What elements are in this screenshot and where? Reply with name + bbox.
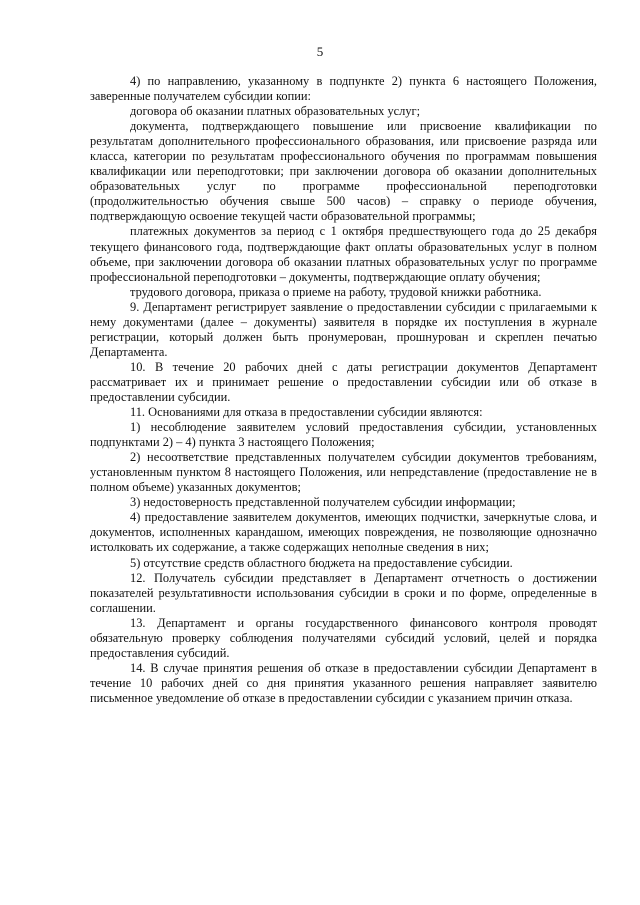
- paragraph-payment-documents: платежных документов за период с 1 октября предшествующего года до 25 декабря текущего финансового года, подтверждающие факт оплаты образовательных услуг в полном объеме, при заключении договора об оказании платных образовательных услуг по программе профессиональной переподготовки – документы, подтверждающие оплату обучения;: [90, 224, 597, 284]
- paragraph-clause-14: 14. В случае принятия решения об отказе в предоставлении субсидии Департамент в течение 10 рабочих дней со дня принятия указанного решения направляет заявителю письменное уведомление об отказе в предоставлении субсидии с указанием причин отказа.: [90, 660, 597, 705]
- paragraph-employment-contract: трудового договора, приказа о приеме на работу, трудовой книжки работника.: [130, 284, 542, 299]
- paragraph-clause-11: 11. Основаниями для отказа в предоставлении субсидии являются:: [130, 405, 483, 420]
- paragraph-refusal-5: 5) отсутствие средств областного бюджета на предоставление субсидии.: [130, 555, 513, 570]
- paragraph-clause-13: 13. Департамент и органы государственного финансового контроля проводят обязательную проверку соблюдения получателями субсидий условий, целей и порядка предоставления субсидий.: [90, 615, 597, 660]
- paragraph-clause-9: 9. Департамент регистрирует заявление о предоставлении субсидии с прилагаемыми к нему документами (далее – документы) заявителя в порядке их поступления в журнале регистрации, который должен быть пронумерован, прошнурован и скреплен печатью Департамента.: [90, 299, 597, 359]
- paragraph-refusal-2: 2) несоответствие представленных получателем субсидии документов требованиям, установленным пунктом 8 настоящего Положения, или непредставление (предоставление не в полном объеме) указанных документов;: [90, 450, 597, 495]
- paragraph-item-4: 4) по направлению, указанному в подпункте 2) пункта 6 настоящего Положения, заверенные получателем субсидии копии:: [90, 74, 597, 104]
- paragraph-refusal-3: 3) недостоверность представленной получателем субсидии информации;: [130, 495, 516, 510]
- paragraph-refusal-1: 1) несоблюдение заявителем условий предоставления субсидии, установленных подпунктами 2) – 4) пункта 3 настоящего Положения;: [90, 420, 597, 450]
- paragraph-clause-12: 12. Получатель субсидии представляет в Департамент отчетность о достижении показателей результативности использования субсидии в сроки и по форме, определенные в соглашении.: [90, 570, 597, 615]
- paragraph-clause-10: 10. В течение 20 рабочих дней с даты регистрации документов Департамент рассматривает их и принимает решение о предоставлении субсидии или об отказе в предоставлении субсидии.: [90, 359, 597, 404]
- paragraph-contract: договора об оказании платных образовательных услуг;: [130, 104, 421, 119]
- page-number: 5: [316, 44, 324, 59]
- document-body: [90, 74, 597, 706]
- paragraph-refusal-4: 4) предоставление заявителем документов, имеющих подчистки, зачеркнутые слова, и документов, исполненных карандашом, имеющих повреждения, не позволяющие однозначно истолковать их содержание, а также содержащих неполные сведения в них;: [90, 510, 597, 555]
- paragraph-qualification-document: документа, подтверждающего повышение или присвоение квалификации по результатам дополнительного профессионального образования, или присвоение разряда или класса, категории по результатам профессионального обучения по программам повышения квалификации или переподготовки; при заключении договора об оказании дополнительных образовательных услуг по программе профессиональной переподготовки (продолжительностью обучения свыше 500 часов) – справку о периоде обучения, подтверждающую освоение текущей части образовательной программы;: [90, 119, 597, 224]
